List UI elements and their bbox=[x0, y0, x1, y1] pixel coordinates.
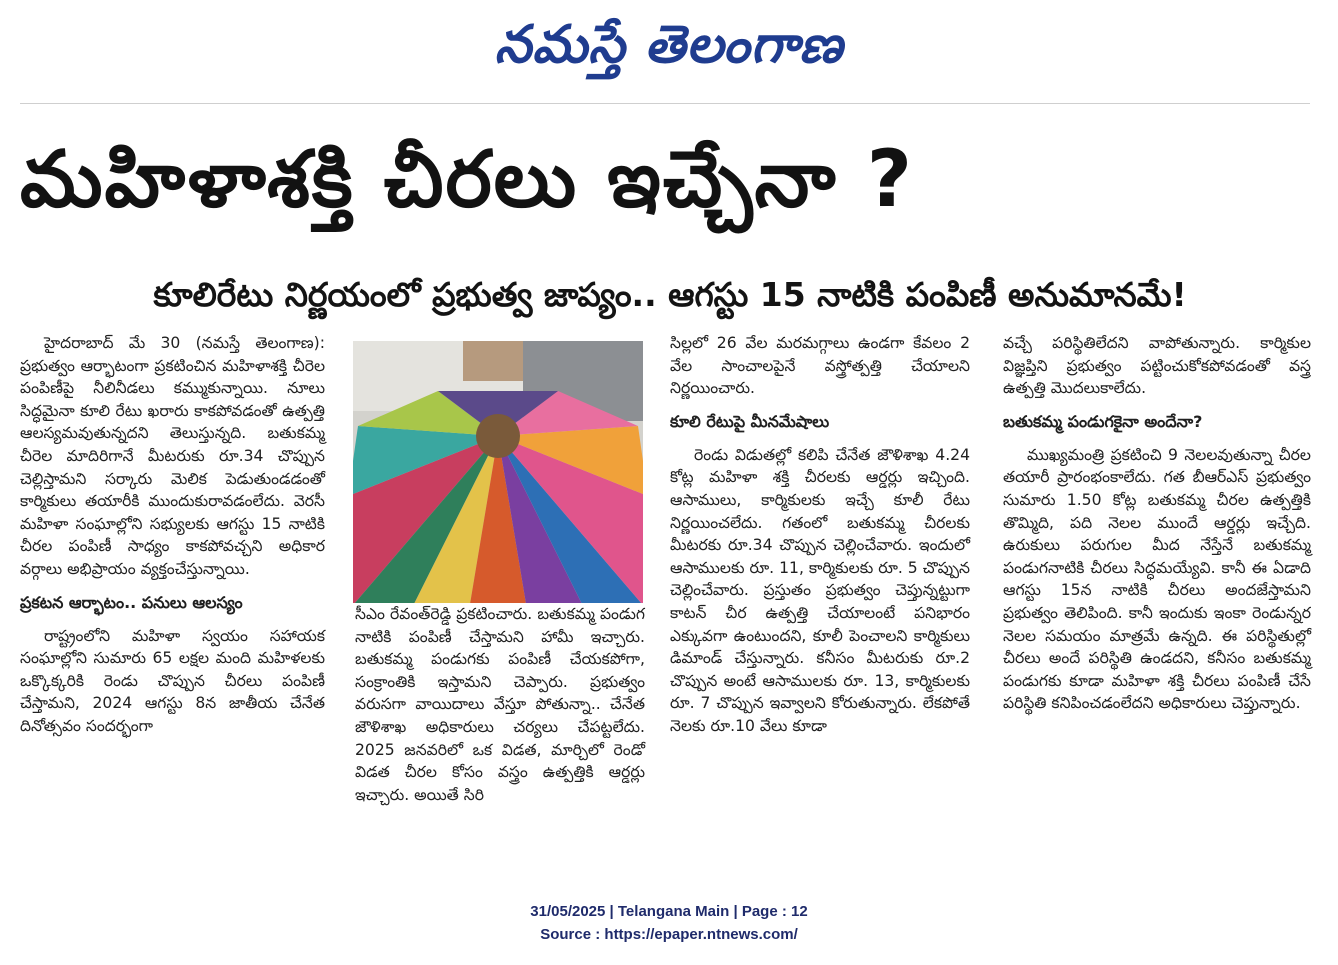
section-heading: బతుకమ్మ పండుగకైనా అందేనా? bbox=[1003, 411, 1203, 431]
sarees-photo bbox=[353, 341, 643, 603]
article-paragraph: ముఖ్యమంత్రి ప్రకటించి 9 నెలలవుతున్నా చీరల తయారీ ప్రారంభంకాలేదు. గత బీఆర్‌ఎస్ ప్రభుత్వం సుమారు 1.50 కోట్ల బతుకమ్మ చీరల ఉత్పత్తికి తొమ్మిది, పది నెలల ముందే ఆర్డర్లు ఇచ్చేది. ఉరుకులు పరుగుల మీద నేస్తేనే బతుకమ్మ పండుగనాటికి చీరలు సిద్ధమయ్యేవి. కానీ ఈ ఏడాది ఆగస్టు 15న నాటికి చీరలు అందజేస్తామని ప్రభుత్వం తెలిపింది. కానీ ఇందుకు ఇంకా రెండున్నర నెలల సమయం మాత్రమే ఉన్నది. ఈ పరిస్థితుల్లో చీరలు అందే పరిస్థితి ఉండదని, కనీసం బతుకమ్మ పండుగకు కూడా మహిళా శక్తి చీరలు పంపిణీ చేసే పరిస్థితి కనిపించడంలేదని అధికారులు చెప్తున్నారు. bbox=[1003, 445, 1311, 713]
article-column-3 bbox=[670, 332, 970, 738]
footer-source-link[interactable]: Source : https://epaper.ntnews.com/ bbox=[540, 926, 798, 943]
article-paragraph: వచ్చే పరిస్థితిలేదని వాపోతున్నారు. కార్మికుల విజ్ఞప్తిని ప్రభుత్వం పట్టించుకోకపోవడంతో వస్త్ర ఉత్పత్తి మొదలుకాలేదు. bbox=[1003, 334, 1311, 398]
section-heading: కూలి రేటుపై మీనమేషాలు bbox=[670, 411, 830, 431]
masthead-divider bbox=[20, 103, 1310, 104]
masthead-logo: నమస్తే తెలంగాణ bbox=[494, 14, 844, 75]
footer-edition-info: 31/05/2025 | Telangana Main | Page : 12 bbox=[530, 903, 808, 920]
article-column-2 bbox=[355, 603, 645, 806]
article-paragraph: రాష్ట్రంలోని మహిళా స్వయం సహాయక సంఘాల్లోని సుమారు 65 లక్షల మంది మహిళలకు ఒక్కొక్కరికి రెండు చొప్పున చీరలు పంపిణీ చేస్తామని, 2024 ఆగస్టు 8న జాతీయ చేనేత దినోత్సవం సందర్భంగా bbox=[20, 626, 325, 735]
article-paragraph: సిల్లలో 26 వేల మరమగ్గాలు ఉండగా కేవలం 2 వేల సాంచాలపైనే వస్త్రోత్పత్తి చేయాలని నిర్ణయించారు. bbox=[670, 334, 970, 398]
section-heading: ప్రకటన ఆర్భాటం.. పనులు ఆలస్యం bbox=[20, 592, 243, 612]
article-paragraph: సీఎం రేవంత్‌రెడ్డి ప్రకటించారు. బతుకమ్మ పండుగ నాటికి పంపిణీ చేస్తామని హామీ ఇచ్చారు. బతుకమ్మ పండుగకు పంపిణీ చేయకపోగా, సంక్రాంతికి ఇస్తామని చెప్పారు. ప్రభుత్వం వరుసగా వాయిదాలు వేస్తూ పోతున్నా.. చేనేత జౌళిశాఖ అధికారులు చర్యలు చేపట్టలేదు. 2025 జనవరిలో ఒక విడత, మార్చిలో రెండో విడత చీరల కోసం వస్త్రం ఉత్పత్తికి ఆర్డర్లు ఇచ్చారు. అయితే సిరి bbox=[355, 605, 645, 804]
article-column-1 bbox=[20, 332, 325, 738]
article-paragraph: హైదరాబాద్ మే 30 (నమస్తే తెలంగాణ): ప్రభుత్వం ఆర్భాటంగా ప్రకటించిన మహిళాశక్తి చీరెల పంపిణీపై నీలినీడలు కమ్ముకున్నాయి. నూలు సిద్ధమైనా కూలి రేటు ఖరారు కాకపోవడంతో ఉత్పత్తి ఆలస్యమవుతున్నదని తెలుస్తున్నది. బతుకమ్మ చీరెల మాదిరిగానే మీటరుకు రూ.34 చొప్పున చెల్లిస్తామని సర్కారు మెలిక పెడుతుండడంతో కార్మికులు తయారీకి ముందుకురావడంలేదు. వెరసీ మహిళా సంఘాల్లోని సభ్యులకు ఆగస్టు 15 నాటికి చీరల పంపిణీ సాధ్యం కాకపోవచ్చని అధికార వర్గాలు అభిప్రాయం వ్యక్తంచేస్తున్నాయి. bbox=[20, 334, 325, 578]
page-subheadline: కూలిరేటు నిర్ణయంలో ప్రభుత్వ జాప్యం.. ఆగస్టు 15 నాటికి పంపిణీ అనుమానమే! bbox=[153, 275, 1187, 314]
article-paragraph: రెండు విడుతల్లో కలిపి చేనేత జౌళిశాఖ 4.24 కోట్ల మహిళా శక్తి చీరలకు ఆర్డర్లు ఇచ్చింది. ఆసాములు, కార్మికులకు ఇచ్చే కూలీ రేటు నిర్ణయించలేదు. గతంలో బతుకమ్మ చీరలకు మీటరకు రూ.34 చొప్పున చెల్లించేవారు. ఇందులో ఆసాములకు రూ. 11, కార్మికులకు రూ. 5 చొప్పున చెల్లించేవారు. ప్రస్తుతం ప్రభుత్వం చెప్తున్నట్టుగా కాటన్ చీర ఉత్పత్తి చేయాలంటే పనిభారం ఎక్కువగా ఉంటుందని, కూలీ పెంచాలని కార్మికులు డిమాండ్ చేస్తున్నారు. కనీసం మీటరుకు రూ.2 చొప్పున అంటే ఆసాములకు రూ. 13, కార్మికులకు రూ. 7 చొప్పున ఇవ్వాలని కోరుతున్నారు. లేకపోతే నెలకు రూ.10 వేలు కూడా bbox=[670, 445, 970, 735]
page-headline: మహిళాశక్తి చీరలు ఇచ్చేనా ? bbox=[20, 135, 914, 225]
article-column-4 bbox=[1003, 332, 1311, 715]
